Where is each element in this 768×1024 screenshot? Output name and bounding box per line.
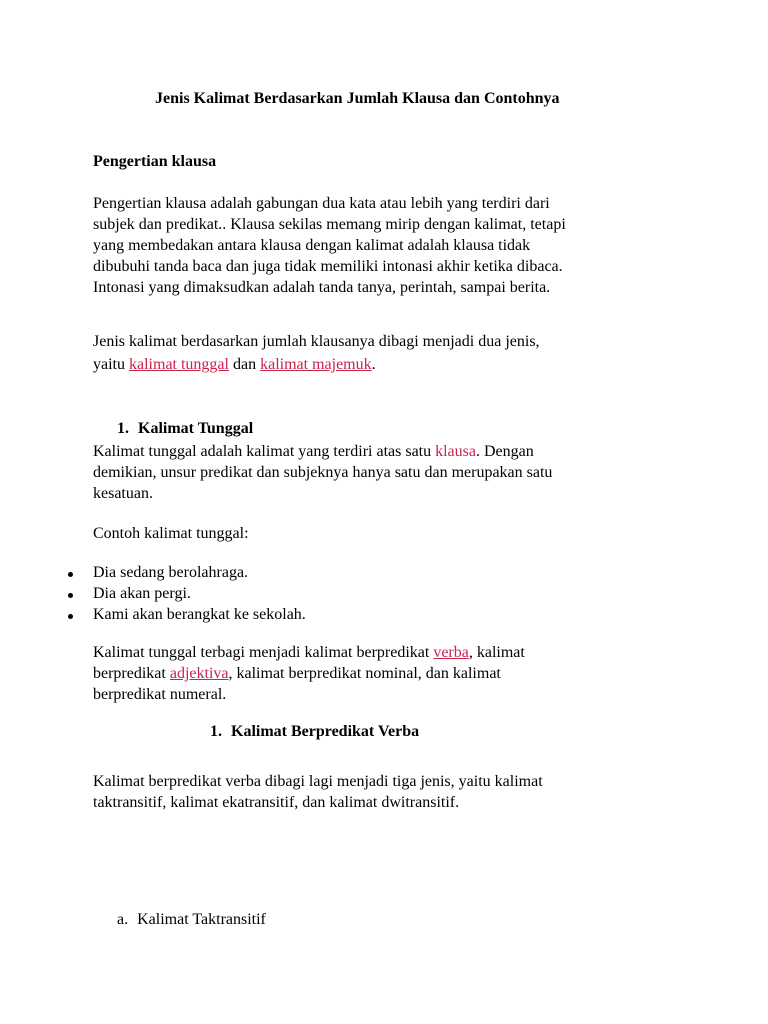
section-heading-pengertian-klausa: Pengertian klausa (93, 153, 217, 170)
text: . Dengan (475, 443, 534, 460)
text: , kalimat berpredikat nominal, dan kalimat (228, 665, 501, 682)
paragraph-line: dibubuhi tanda baca dan juga tidak memiliki intonasi akhir ketika dibaca. (93, 258, 563, 275)
paragraph-line: Kalimat berpredikat verba dibagi lagi menjadi tiga jenis, yaitu kalimat (93, 773, 543, 790)
paragraph-line: yang membedakan antara klausa dengan kalimat adalah klausa tidak (93, 237, 531, 254)
paragraph-line (93, 664, 501, 685)
link-verba[interactable]: verba (433, 644, 469, 661)
heading-kalimat-taktransitif (117, 910, 266, 931)
text: Kalimat tunggal terbagi menjadi kalimat berpredikat (93, 644, 434, 661)
list-number: 1. (210, 723, 222, 740)
link-kalimat-majemuk[interactable]: kalimat majemuk (260, 356, 372, 373)
paragraph-line: Intonasi yang dimaksudkan adalah tanda tanya, perintah, sampai berita. (93, 279, 551, 296)
bullet-icon (68, 572, 73, 577)
paragraph-line: demikian, unsur predikat dan subjeknya hanya satu dan merupakan satu (93, 464, 553, 481)
heading-text: Kalimat Berpredikat Verba (231, 723, 420, 740)
heading-text: Kalimat Taktransitif (137, 911, 266, 928)
text: , kalimat (468, 644, 525, 661)
paragraph-line (93, 442, 534, 463)
document-title: Jenis Kalimat Berdasarkan Jumlah Klausa dan Contohnya (155, 90, 560, 107)
paragraph-line: Pengertian klausa adalah gabungan dua kata atau lebih yang terdiri dari (93, 195, 550, 212)
paragraph-line: taktransitif, kalimat ekatransitif, dan kalimat dwitransitif. (93, 794, 460, 811)
bullet-icon (68, 593, 73, 598)
list-letter: a. (117, 911, 129, 928)
highlight-klausa: klausa (435, 443, 476, 460)
link-adjektiva[interactable]: adjektiva (169, 665, 229, 682)
paragraph-line: kesatuan. (93, 485, 153, 502)
list-item-text: Kami akan berangkat ke sekolah. (93, 606, 306, 623)
list-item-text: Dia akan pergi. (93, 585, 191, 602)
contoh-label: Contoh kalimat tunggal: (93, 525, 249, 542)
heading-text: Kalimat Tunggal (138, 420, 254, 437)
text: yaitu (93, 356, 129, 373)
paragraph-line (93, 643, 525, 664)
paragraph-line (93, 355, 376, 376)
paragraph-line: berpredikat numeral. (93, 686, 227, 703)
heading-kalimat-berpredikat-verba (210, 722, 419, 743)
paragraph-line: Jenis kalimat berdasarkan jumlah klausanya dibagi menjadi dua jenis, (93, 333, 540, 350)
text: dan (228, 356, 261, 373)
list-item-text: Dia sedang berolahraga. (93, 564, 249, 581)
paragraph-line: subjek dan predikat.. Klausa sekilas memang mirip dengan kalimat, tetapi (93, 216, 566, 233)
text: . (371, 356, 376, 373)
list-number: 1. (117, 420, 129, 437)
bullet-icon (68, 614, 73, 619)
link-kalimat-tunggal[interactable]: kalimat tunggal (129, 356, 229, 373)
text: berpredikat (93, 665, 170, 682)
heading-kalimat-tunggal (117, 419, 253, 440)
text: Kalimat tunggal adalah kalimat yang terdiri atas satu (93, 443, 436, 460)
